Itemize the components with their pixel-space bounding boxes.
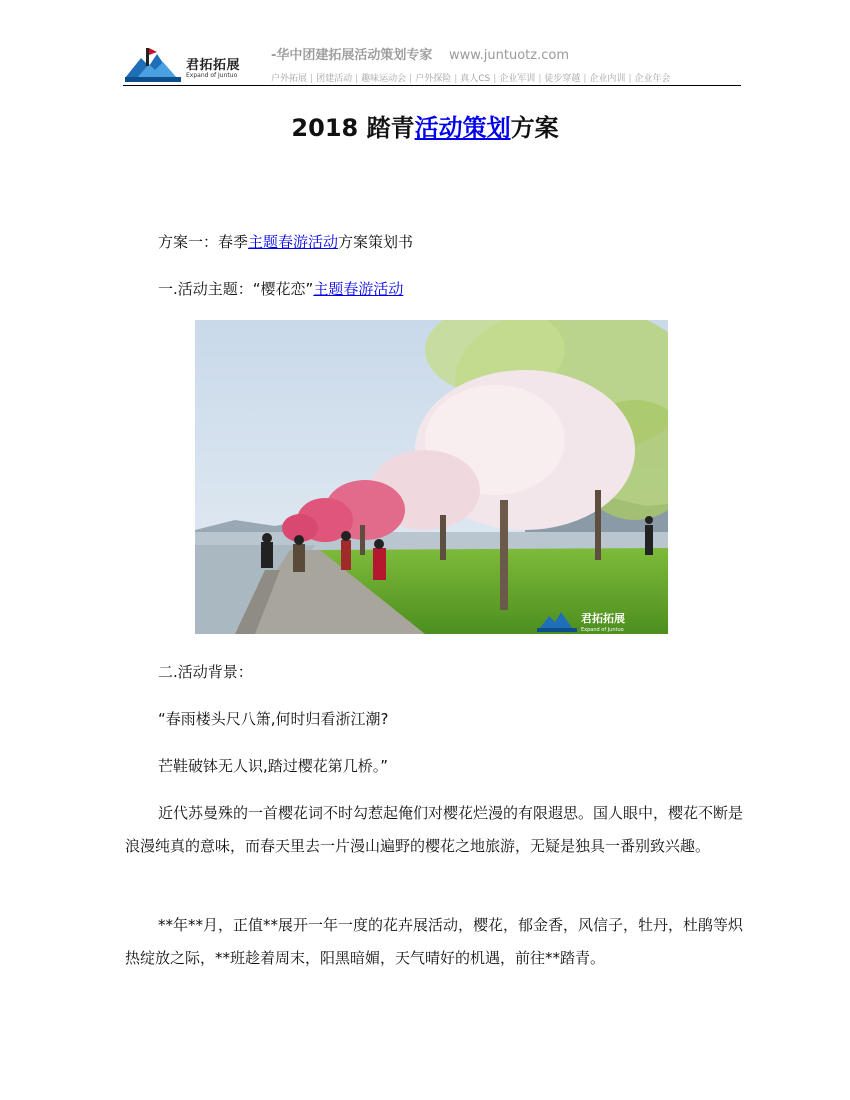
theme-prefix: 一.活动主题：“樱花恋”: [158, 280, 314, 298]
plan-one-line: [158, 226, 413, 259]
nav-item[interactable]: 企业年会: [634, 74, 671, 84]
nav-separator: |: [310, 74, 314, 84]
poem-line-2: 芒鞋破钵无人识,踏过樱花第几桥。”: [158, 757, 389, 775]
title-suffix: 方案: [510, 114, 559, 142]
nav-item[interactable]: 户外探险: [415, 74, 452, 84]
nav-separator: |: [538, 74, 542, 84]
nav-separator: |: [355, 74, 359, 84]
juntuo-logo: [123, 44, 251, 84]
page-header: [123, 40, 741, 86]
nav-separator: |: [583, 74, 587, 84]
photo-watermark-text: 君拓拓展: [581, 612, 625, 625]
header-tagline: [271, 44, 569, 63]
logo-subtitle: Expand of Juntuo: [186, 72, 238, 79]
theme-link[interactable]: 主题春游活动: [313, 280, 404, 298]
poem-line-1: “春雨楼头尺八箫,何时归看浙江潮?: [158, 710, 389, 728]
header-nav: [271, 71, 671, 84]
cherry-blossom-photo: [195, 320, 668, 634]
nav-item[interactable]: 真人CS: [460, 74, 491, 84]
nav-item[interactable]: 企业军训: [499, 74, 536, 84]
logo-text: 君拓拓展: [186, 58, 241, 73]
mountain-logo-icon: [123, 44, 185, 84]
plan1-link[interactable]: 主题春游活动: [248, 233, 339, 251]
title-prefix: 2018 踏青: [291, 114, 415, 142]
nav-separator: |: [454, 74, 458, 84]
background-heading: 二.活动背景：: [158, 663, 253, 681]
nav-item[interactable]: 趣味运动会: [361, 74, 407, 84]
paragraph-2: [125, 909, 743, 975]
nav-separator: |: [493, 74, 497, 84]
nav-item[interactable]: 户外拓展: [271, 74, 308, 84]
photo-watermark-sub: Expand of Juntuo: [581, 627, 624, 633]
paragraph-1-text: 近代苏曼殊的一首樱花词不时勾惹起俺们对樱花烂漫的有限遐思。国人眼中，樱花不断是浪漫纯真的意味，而春天里去一片漫山遍野的樱花之地旅游，无疑是独具一番别致兴趣。: [125, 804, 744, 855]
nav-item[interactable]: 团建活动: [316, 74, 353, 84]
title-link[interactable]: 活动策划: [414, 114, 511, 142]
nav-separator: |: [628, 74, 632, 84]
nav-item[interactable]: 企业内训: [589, 74, 626, 84]
header-divider: [123, 85, 741, 86]
nav-separator: |: [409, 74, 413, 84]
page-title: [0, 108, 850, 143]
plan1-prefix: 方案一：春季: [158, 233, 249, 251]
tagline-url[interactable]: www.juntuotz.com: [448, 48, 569, 63]
nav-item[interactable]: 徒步穿越: [544, 74, 581, 84]
tagline-brand: -华中团建拓展活动策划专家: [271, 48, 433, 63]
paragraph-1: [125, 797, 743, 863]
theme-line: [158, 273, 403, 306]
paragraph-2-text: **年**月，正值**展开一年一度的花卉展活动，樱花，郁金香，风信子，牡丹，杜鹃等炽热绽放之际，**班趁着周末，阳黑暗媚，天气晴好的机遇，前往**踏青。: [125, 916, 744, 967]
plan1-suffix: 方案策划书: [338, 233, 414, 251]
